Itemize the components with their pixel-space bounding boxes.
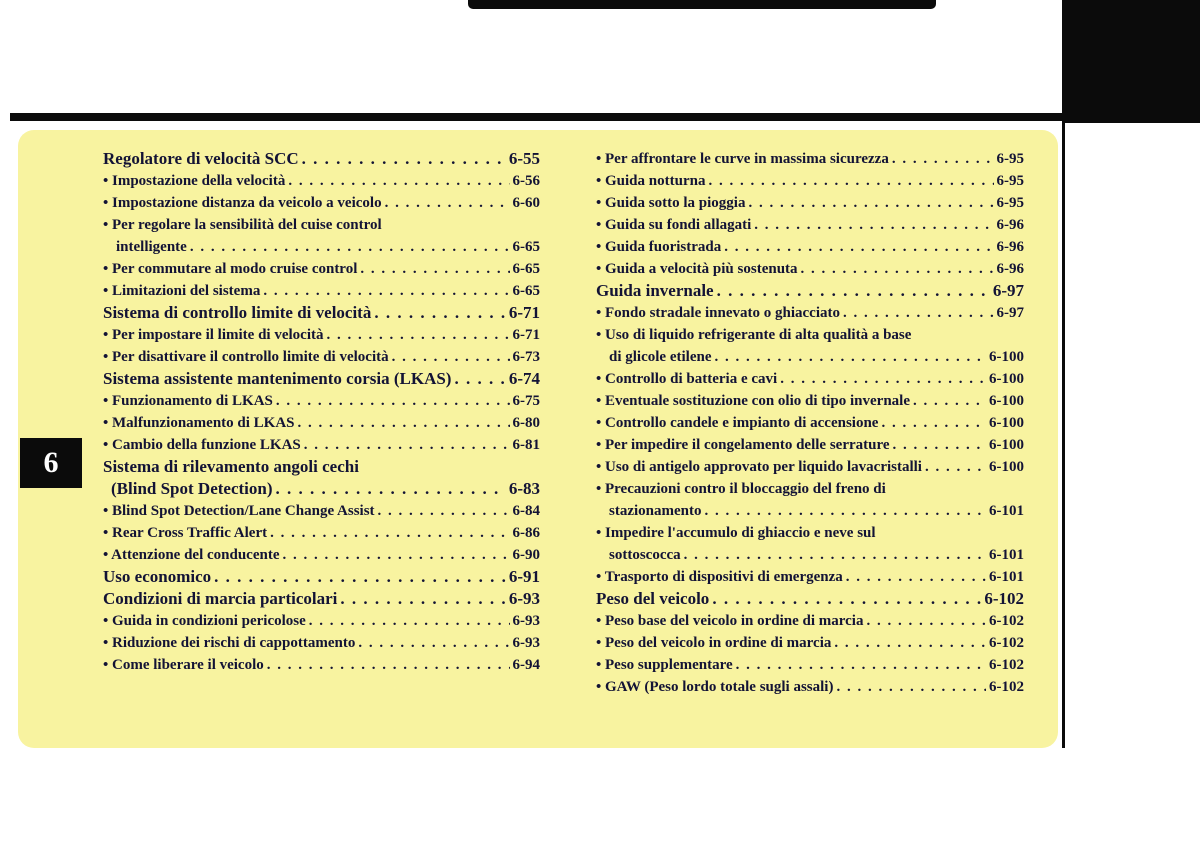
dot-leader [834, 632, 986, 654]
toc-entry-line [596, 170, 1024, 192]
toc-entry-page: 6-60 [512, 195, 540, 211]
toc-column-left [103, 148, 540, 676]
toc-entry-line [596, 434, 1024, 456]
toc-entry-label: Guida invernale [596, 281, 714, 300]
dot-leader [360, 258, 509, 280]
dot-leader [684, 544, 986, 566]
toc-entry-line [596, 412, 1024, 434]
toc-entry-page: 6-102 [989, 657, 1024, 673]
toc-entry-label: Uso economico [103, 567, 212, 586]
toc-entry-line [103, 456, 540, 478]
toc-entry-label: • Peso base del veicolo in ordine di marcia [596, 613, 864, 629]
toc-entry-line [103, 610, 540, 632]
chapter-number: 6 [43, 446, 59, 479]
toc-entry-label: • Guida sotto la pioggia [596, 195, 746, 211]
toc-entry-label: • Blind Spot Detection/Lane Change Assist [103, 503, 375, 519]
toc-entry-line [103, 566, 540, 588]
toc-entry-label: • Guida in condizioni pericolose [103, 613, 306, 629]
toc-entry-page: 6-100 [989, 459, 1024, 475]
toc-entry-line [103, 632, 540, 654]
toc-entry-label: • Controllo candele e impianto di accensione [596, 415, 879, 431]
toc-entry-page: 6-96 [996, 217, 1024, 233]
toc-entry-page: 6-91 [508, 567, 540, 586]
toc-entry-line [103, 346, 540, 368]
toc-entry-line [596, 566, 1024, 588]
dot-leader [705, 500, 987, 522]
dot-leader [724, 236, 993, 258]
dot-leader [385, 192, 510, 214]
toc-column-right [596, 148, 1024, 698]
toc-entry-label: • Per impedire il congelamento delle serrature [596, 437, 890, 453]
dot-leader [712, 588, 981, 610]
toc-entry-label: • Uso di liquido refrigerante di alta qualità a base [596, 327, 912, 343]
toc-entry-page: 6-101 [989, 547, 1024, 563]
toc-entry-label: • Cambio della funzione LKAS [103, 437, 301, 453]
header-rule [10, 113, 1200, 121]
dot-leader [282, 544, 509, 566]
toc-entry-line [596, 214, 1024, 236]
toc-entry-label: stazionamento [609, 503, 702, 519]
dot-leader [454, 368, 505, 390]
toc-entry-line [596, 280, 1024, 302]
toc-entry-line [596, 676, 1024, 698]
toc-entry-label: • Uso di antigelo approvato per liquido lavacristalli [596, 459, 922, 475]
toc-entry-line [103, 368, 540, 390]
dot-leader [214, 566, 506, 588]
toc-entry-label: Condizioni di marcia particolari [103, 589, 338, 608]
toc-entry-label: • Trasporto di dispositivi di emergenza [596, 569, 843, 585]
toc-entry-page: 6-97 [996, 305, 1024, 321]
toc-entry-line [103, 214, 540, 236]
corner-block [1062, 0, 1200, 123]
toc-entry-label: • Impedire l'accumulo di ghiaccio e neve sul [596, 525, 876, 541]
side-rule [1062, 121, 1065, 748]
toc-entry-label: • Per commutare al modo cruise control [103, 261, 358, 277]
dot-leader [843, 302, 994, 324]
toc-entry-line [596, 368, 1024, 390]
toc-entry-line [103, 544, 540, 566]
toc-entry-line [596, 346, 1024, 368]
toc-entry-line [103, 588, 540, 610]
toc-entry-page: 6-95 [996, 173, 1024, 189]
dot-leader [302, 148, 506, 170]
dot-leader [340, 588, 505, 610]
toc-entry-label: Sistema di controllo limite di velocità [103, 303, 372, 322]
toc-entry-page: 6-65 [512, 261, 540, 277]
toc-entry-line [103, 192, 540, 214]
toc-entry-label: • Limitazioni del sistema [103, 283, 261, 299]
toc-entry-line [103, 302, 540, 324]
toc-entry-line [103, 434, 540, 456]
dot-leader [708, 170, 993, 192]
toc-entry-page: 6-94 [512, 657, 540, 673]
toc-entry-label: • Impostazione distanza da veicolo a veicolo [103, 195, 382, 211]
dot-leader [801, 258, 994, 280]
dot-leader [846, 566, 986, 588]
toc-entry-page: 6-80 [512, 415, 540, 431]
top-banner [468, 0, 936, 9]
toc-entry-page: 6-96 [996, 261, 1024, 277]
toc-entry-label: • Eventuale sostituzione con olio di tipo invernale [596, 393, 911, 409]
dot-leader [748, 192, 993, 214]
toc-entry-label: Sistema assistente mantenimento corsia (LKAS) [103, 369, 452, 388]
toc-entry-page: 6-102 [989, 613, 1024, 629]
toc-entry-label: • Controllo di batteria e cavi [596, 371, 778, 387]
toc-entry-label: • Guida notturna [596, 173, 706, 189]
toc-entry-page: 6-100 [989, 371, 1024, 387]
toc-entry-label: • Rear Cross Traffic Alert [103, 525, 268, 541]
toc-entry-label: • Per regolare la sensibilità del cuise control [103, 217, 382, 233]
dot-leader [754, 214, 993, 236]
toc-entry-page: 6-81 [512, 437, 540, 453]
toc-entry-line [596, 236, 1024, 258]
toc-entry-page: 6-86 [512, 525, 540, 541]
toc-entry-label: • Precauzioni contro il bloccaggio del freno di [596, 481, 886, 497]
dot-leader [378, 500, 510, 522]
toc-entry-label: • Riduzione dei rischi di cappottamento [103, 635, 356, 651]
dot-leader [304, 434, 510, 456]
toc-entry-label: • Fondo stradale innevato o ghiacciato [596, 305, 840, 321]
dot-leader [276, 478, 506, 500]
dot-leader [392, 346, 510, 368]
toc-entry-label: Peso del veicolo [596, 589, 710, 608]
dot-leader [190, 236, 510, 258]
toc-entry-label: Regolatore di velocità SCC [103, 149, 299, 168]
toc-entry-page: 6-71 [508, 303, 540, 322]
dot-leader [736, 654, 986, 676]
toc-entry-line [103, 500, 540, 522]
toc-entry-line [596, 654, 1024, 676]
toc-entry-label: • Per affrontare le curve in massima sicurezza [596, 151, 889, 167]
toc-entry-page: 6-100 [989, 393, 1024, 409]
toc-entry-page: 6-97 [992, 281, 1024, 300]
toc-entry-label: sottoscocca [609, 547, 681, 563]
dot-leader [263, 280, 509, 302]
toc-entry-label: • Guida fuoristrada [596, 239, 722, 255]
dot-leader [276, 390, 510, 412]
toc-entry-page: 6-95 [996, 195, 1024, 211]
toc-entry-label: • Impostazione della velocità [103, 173, 286, 189]
toc-entry-line [103, 324, 540, 346]
dot-leader [892, 148, 994, 170]
toc-entry-page: 6-56 [512, 173, 540, 189]
toc-entry-label: Sistema di rilevamento angoli cechi [103, 457, 359, 476]
toc-entry-line [596, 588, 1024, 610]
toc-entry-label: • Funzionamento di LKAS [103, 393, 273, 409]
toc-entry-label: • Peso supplementare [596, 657, 733, 673]
toc-entry-line [596, 478, 1024, 500]
toc-entry-label: • GAW (Peso lordo totale sugli assali) [596, 679, 834, 695]
dot-leader [326, 324, 509, 346]
toc-entry-line [596, 456, 1024, 478]
toc-entry-line [596, 522, 1024, 544]
dot-leader [298, 412, 510, 434]
toc-entry-page: 6-100 [989, 437, 1024, 453]
toc-entry-label: • Guida su fondi allagati [596, 217, 752, 233]
toc-entry-line [103, 412, 540, 434]
dot-leader [881, 412, 986, 434]
dot-leader [836, 676, 986, 698]
toc-entry-line [596, 192, 1024, 214]
dot-leader [374, 302, 505, 324]
toc-entry-page: 6-84 [512, 503, 540, 519]
toc-entry-line [596, 324, 1024, 346]
dot-leader [780, 368, 986, 390]
toc-entry-label: • Attenzione del conducente [103, 547, 280, 563]
toc-entry-page: 6-73 [512, 349, 540, 365]
toc-entry-line [596, 258, 1024, 280]
dot-leader [893, 434, 986, 456]
dot-leader [925, 456, 986, 478]
toc-entry-page: 6-101 [989, 503, 1024, 519]
toc-entry-line [103, 390, 540, 412]
toc-entry-line [596, 390, 1024, 412]
toc-entry-page: 6-90 [512, 547, 540, 563]
toc-entry-line [596, 148, 1024, 170]
dot-leader [358, 632, 509, 654]
toc-entry-page: 6-65 [512, 239, 540, 255]
toc-entry-line [103, 280, 540, 302]
dot-leader [913, 390, 986, 412]
toc-entry-page: 6-55 [508, 149, 540, 168]
toc-entry-page: 6-65 [512, 283, 540, 299]
toc-entry-line [596, 544, 1024, 566]
toc-entry-line [103, 148, 540, 170]
toc-entry-line [596, 302, 1024, 324]
toc-entry-label: di glicole etilene [609, 349, 712, 365]
toc-entry-label: • Come liberare il veicolo [103, 657, 264, 673]
toc-entry-label: • Per disattivare il controllo limite di velocità [103, 349, 389, 365]
toc-entry-page: 6-101 [989, 569, 1024, 585]
toc-entry-label: • Per impostare il limite di velocità [103, 327, 324, 343]
chapter-tab [20, 438, 82, 488]
toc-entry-page: 6-71 [512, 327, 540, 343]
toc-entry-line [103, 236, 540, 258]
toc-entry-page: 6-93 [508, 589, 540, 608]
toc-entry-page: 6-83 [508, 479, 540, 498]
dot-leader [267, 654, 510, 676]
toc-entry-label: (Blind Spot Detection) [111, 479, 273, 498]
dot-leader [309, 610, 510, 632]
dot-leader [717, 280, 990, 302]
toc-entry-page: 6-100 [989, 349, 1024, 365]
dot-leader [866, 610, 986, 632]
toc-entry-label: • Guida a velocità più sostenuta [596, 261, 798, 277]
toc-entry-line [103, 522, 540, 544]
toc-entry-page: 6-100 [989, 415, 1024, 431]
dot-leader [288, 170, 509, 192]
toc-entry-page: 6-102 [989, 635, 1024, 651]
dot-leader [270, 522, 509, 544]
toc-entry-page: 6-93 [512, 635, 540, 651]
toc-entry-line [103, 478, 540, 500]
toc-entry-page: 6-95 [996, 151, 1024, 167]
toc-entry-line [103, 258, 540, 280]
toc-entry-label: • Peso del veicolo in ordine di marcia [596, 635, 832, 651]
toc-entry-page: 6-93 [512, 613, 540, 629]
toc-entry-page: 6-75 [512, 393, 540, 409]
toc-entry-page: 6-96 [996, 239, 1024, 255]
toc-entry-line [103, 170, 540, 192]
toc-entry-line [596, 632, 1024, 654]
toc-entry-line [596, 610, 1024, 632]
toc-entry-line [103, 654, 540, 676]
toc-entry-label: intelligente [116, 239, 187, 255]
dot-leader [714, 346, 986, 368]
toc-entry-page: 6-102 [989, 679, 1024, 695]
toc-entry-page: 6-102 [984, 589, 1024, 608]
toc-entry-label: • Malfunzionamento di LKAS [103, 415, 295, 431]
toc-entry-line [596, 500, 1024, 522]
toc-entry-page: 6-74 [508, 369, 540, 388]
